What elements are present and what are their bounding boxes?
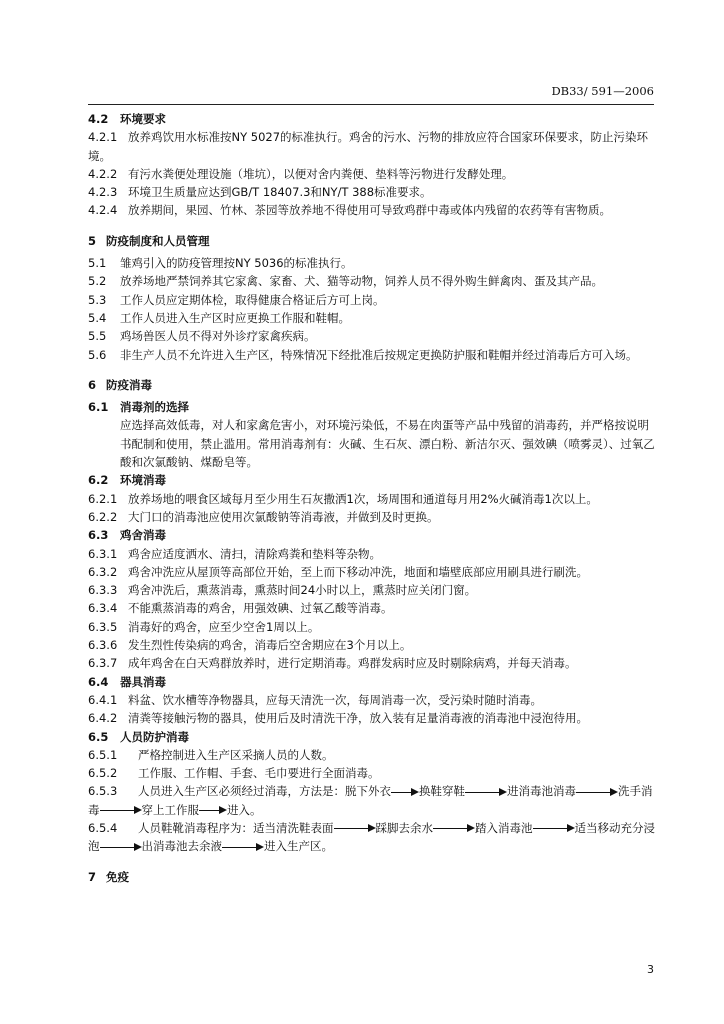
clause-4-2-3: 4.2.3 环境卫生质量应达到GB/T 18407.3和NY/T 388标准要求。 — [88, 185, 432, 200]
clause-6-3-3: 6.3.3 鸡舍冲洗后，熏蒸消毒，熏蒸时间24小时以上，熏蒸时应关闭门窗。 — [88, 583, 477, 598]
section-heading-7: 7 免疫 — [88, 869, 129, 884]
page-number: 3 — [647, 963, 654, 976]
section-heading-6: 6 防疫消毒 — [88, 377, 152, 392]
clause-5-2: 5.2 放养场地严禁饲养其它家禽、家畜、犬、猫等动物，饲养人员不得外购生鲜禽肉、蛋及其产品。 — [88, 274, 603, 289]
arrow-right-icon — [576, 787, 618, 797]
document-body — [88, 110, 658, 890]
flow-step: 脱下外衣 — [345, 784, 391, 799]
arrow-right-icon — [465, 787, 507, 797]
section-heading-4-2: 4.2 环境要求 — [88, 112, 166, 126]
section-heading-6-4: 6.4 器具消毒 — [88, 674, 166, 689]
clause-6-5-3: 6.5.3 人员进入生产区必须经过消毒，方法是：脱下外衣 换鞋穿鞋 进消毒池消毒 洗手消毒 穿上工作服 进入。 — [88, 784, 653, 817]
clause-6-4-1: 6.4.1 料盆、饮水槽等净物器具，应每天清洗一次，每周消毒一次，受污染时随时消毒。 — [88, 692, 542, 707]
arrow-right-icon — [100, 805, 142, 815]
arrow-right-icon — [199, 805, 227, 815]
arrow-right-icon — [433, 823, 475, 833]
clause-6-3-6: 6.3.6 发生烈性传染病的鸡舍，消毒后空舍期应在3个月以上。 — [88, 638, 412, 653]
header-rule — [88, 104, 654, 105]
clause-6-3-2: 6.3.2 鸡舍冲洗应从屋顶等高部位开始，至上而下移动冲洗，地面和墙壁底部应用刷具进行刷洗。 — [88, 564, 588, 579]
clause-6-5-4: 6.5.4 人员鞋靴消毒程序为：适当清洗鞋表面 踩脚去余水 踏入消毒池 适当移动充分浸泡 出消毒池去余液 进入生产区。 — [88, 820, 655, 854]
flow-step: 洗手消毒 — [88, 784, 653, 817]
flow-step: 进入生产区。 — [264, 839, 333, 854]
flow-step: 踏入消毒池 — [475, 820, 533, 835]
flow-step: 出消毒池去余液 — [141, 839, 222, 854]
clause-6-1-text: 应选择高效低毒，对人和家禽危害小，对环境污染低，不易在肉蛋等产品中残留的消毒药，并严格按说明书配制和使用，禁止滥用。常用消毒剂有：火碱、生石灰、漂白粉、新洁尔灭、强效碘（喷雾灵）、过氧乙酸和次氯酸钠、煤酚皂等。 — [120, 418, 655, 470]
section-heading-5: 5 防疫制度和人员管理 — [88, 233, 210, 248]
clause-4-2-2: 4.2.2 有污水粪便处理设施（堆坑），以便对舍内粪便、垫料等污物进行发酵处理。 — [88, 166, 514, 181]
clause-6-3-1: 6.3.1 鸡舍应适度洒水、清扫，清除鸡粪和垫料等杂物。 — [88, 546, 381, 561]
arrow-right-icon — [391, 787, 419, 797]
clause-6-5-2: 6.5.2 工作服、工作帽、手套、毛巾要进行全面消毒。 — [88, 766, 380, 781]
flow-step: 适当移动充分浸泡 — [88, 820, 655, 854]
clause-6-3-7: 6.3.7 成年鸡舍在白天鸡群放养时，进行定期消毒。鸡群发病时应及时剔除病鸡，并每天消毒。 — [88, 656, 577, 671]
clause-5-3: 5.3 工作人员应定期体检，取得健康合格证后方可上岗。 — [88, 292, 385, 307]
clause-5-5: 5.5 鸡场兽医人员不得对外诊疗家禽疾病。 — [88, 329, 316, 344]
flow-step: 踩脚去余水 — [375, 820, 433, 835]
flow-step: 适当清洗鞋表面 — [253, 820, 334, 835]
clause-5-4: 5.4 工作人员进入生产区时应更换工作服和鞋帽。 — [88, 310, 350, 325]
clause-6-3-5: 6.3.5 消毒好的鸡舍，应至少空舍1周以上。 — [88, 619, 320, 634]
arrow-right-icon — [334, 823, 376, 833]
section-heading-6-3: 6.3 鸡舍消毒 — [88, 528, 166, 543]
clause-5-6: 5.6 非生产人员不允许进入生产区，特殊情况下经批准后按规定更换防护服和鞋帽并经过消毒后方可入场。 — [88, 347, 638, 362]
section-heading-6-1: 6.1 消毒剂的选择 — [88, 400, 189, 415]
section-heading-6-2: 6.2 环境消毒 — [88, 473, 166, 488]
clause-5-1: 5.1 雏鸡引入的防疫管理按NY 5036的标准执行。 — [88, 256, 353, 271]
clause-6-4-2: 6.4.2 清粪等接触污物的器具，使用后及时清洗干净，放入装有足量消毒液的消毒池中浸泡待用。 — [88, 711, 588, 726]
flow-step: 进消毒池消毒 — [507, 784, 576, 799]
arrow-right-icon — [533, 823, 575, 833]
flow-step: 进入。 — [227, 802, 262, 817]
clause-6-5-1: 6.5.1 严格控制进入生产区采摘人员的人数。 — [88, 747, 334, 762]
flow-step: 换鞋穿鞋 — [419, 784, 465, 799]
clause-6-2-2: 6.2.2 大门口的消毒池应使用次氯酸钠等消毒液，并做到及时更换。 — [88, 509, 439, 524]
section-heading-6-5: 6.5 人员防护消毒 — [88, 729, 189, 744]
clause-6-3-4: 6.3.4 不能熏蒸消毒的鸡舍，用强效碘、过氧乙酸等消毒。 — [88, 601, 393, 616]
flow-step: 穿上工作服 — [141, 802, 199, 817]
document-header: DB33/ 591—2006 — [551, 84, 654, 98]
clause-4-2-4: 4.2.4 放养期间，果园、竹林、茶园等放养地不得使用可导致鸡群中毒或体内残留的农药等有害物质。 — [88, 203, 611, 218]
arrow-right-icon — [100, 842, 142, 852]
clause-4-2-1: 4.2.1 放养鸡饮用水标准按NY 5027的标准执行。鸡舍的污水、污物的排放应符合国家环保要求，防止污染环境。 — [88, 130, 649, 163]
arrow-right-icon — [222, 842, 264, 852]
clause-6-2-1: 6.2.1 放养场地的喂食区域每月至少用生石灰撒洒1次，场周围和通道每月用2%火碱消毒1次以上。 — [88, 491, 598, 506]
